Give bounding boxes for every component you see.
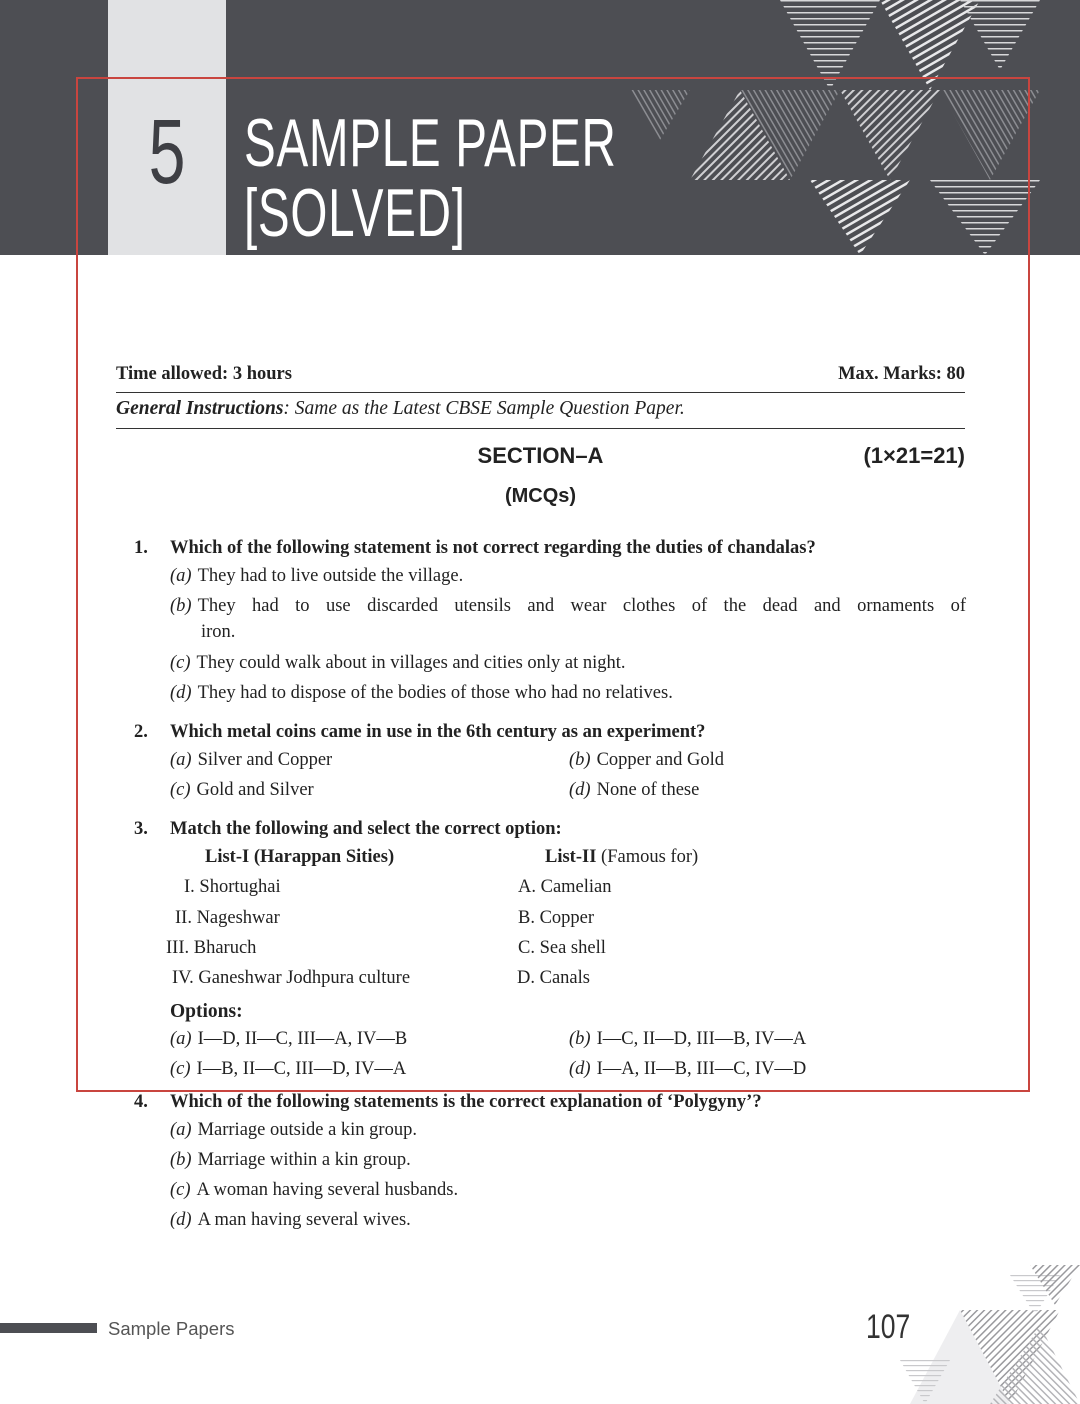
q2-d-text: None of these [596,780,700,800]
title-line-2: [SOLVED] [244,175,466,251]
q3-c-text: I—B, II—C, III—D, IV—A [196,1059,407,1079]
q1-c-text: They could walk about in villages and cities only at night. [196,653,626,673]
footer-bar [0,1323,97,1333]
list2-heading-bold: List-II [545,847,597,867]
q3-option-d [569,1059,806,1080]
q4-b-text: Marriage within a kin group. [197,1150,411,1170]
list1-heading: List-I (Harappan Sities) [205,847,395,867]
footer-label: Sample Papers [108,1318,235,1339]
q3-c-label: (c) [170,1059,191,1079]
q3-d-text: I—A, II—B, III—C, IV—D [596,1059,807,1079]
q2-b-label: (b) [569,750,591,770]
q4-option-d [170,1210,411,1231]
q1-a-label: (a) [170,566,192,586]
q3-a-text: I—D, II—C, III—A, IV—B [197,1029,408,1049]
q3-b-label: (b) [569,1029,591,1049]
q3-option-c [170,1059,406,1080]
q1-option-a [170,566,463,587]
time-allowed: Time allowed: 3 hours [116,364,292,384]
list2-item: D. Canals [517,968,590,988]
q2-text: Which metal coins came in use in the 6th century as an experiment? [170,722,706,742]
q4-option-c [170,1180,458,1201]
list2-item: B. Copper [518,908,595,928]
q3-d-label: (d) [569,1059,591,1079]
general-instructions [116,398,965,429]
q2-a-text: Silver and Copper [197,750,333,770]
q1-c-label: (c) [170,653,191,673]
section-subtitle: (MCQs) [504,485,577,507]
page-title [244,105,617,251]
q3-option-a [170,1029,407,1050]
footer-decorative-triangles [880,1265,1080,1404]
q4-text: Which of the following statements is the correct explanation of ‘Polygyny’? [170,1092,762,1112]
q3-a-label: (a) [170,1029,192,1049]
list2-heading-rest: (Famous for) [596,847,699,867]
q1-option-b [170,596,966,617]
q4-d-text: A man having several wives. [197,1210,411,1230]
list2-heading [545,847,698,868]
section-title: SECTION–A [477,443,604,468]
q1-option-d [170,683,673,704]
instructions-label: General Instructions [116,398,284,419]
q2-number: 2. [134,722,148,742]
q1-b-text-line2: iron. [201,622,236,642]
q1-d-label: (d) [170,683,192,703]
q1-a-text: They had to live outside the village. [197,566,464,586]
q2-b-text: Copper and Gold [596,750,725,770]
q2-option-a [170,750,332,771]
list1-item: I. Shortughai [184,877,281,897]
q1-b-text-line1: They had to use discarded utensils and wear clothes of the dead and ornaments of [197,596,966,616]
page-number: 107 [866,1308,911,1346]
q2-option-b [569,750,724,771]
list1-item: IV. Ganeshwar Jodhpura culture [172,968,411,988]
q2-a-label: (a) [170,750,192,770]
section-marks: (1×21=21) [863,443,965,468]
q3-text: Match the following and select the correct option: [170,819,562,839]
list1-item: II. Nageshwar [175,908,280,928]
q2-c-label: (c) [170,780,191,800]
q4-option-b [170,1150,411,1171]
instructions-text: : Same as the Latest CBSE Sample Question Paper. [283,398,685,419]
q4-b-label: (b) [170,1150,192,1170]
q1-d-text: They had to dispose of the bodies of those who had no relatives. [197,683,673,703]
q1-number: 1. [134,538,148,558]
q2-d-label: (d) [569,780,591,800]
q3-option-b [569,1029,806,1050]
q2-c-text: Gold and Silver [196,780,314,800]
q4-a-label: (a) [170,1120,192,1140]
q4-d-label: (d) [170,1210,192,1230]
q4-a-text: Marriage outside a kin group. [197,1120,417,1140]
q4-option-a [170,1120,417,1141]
q1-option-c [170,653,626,674]
q3-b-text: I—C, II—D, III—B, IV—A [596,1029,807,1049]
options-label: Options: [170,1001,243,1022]
q1-b-label: (b) [170,596,192,616]
q2-option-d [569,780,699,801]
q3-number: 3. [134,819,148,839]
list2-item: A. Camelian [518,877,612,897]
q4-c-text: A woman having several husbands. [196,1180,459,1200]
max-marks: Max. Marks: 80 [838,364,965,384]
decorative-triangles [620,0,1080,255]
meta-row [116,364,965,393]
q2-option-c [170,780,314,801]
q4-c-label: (c) [170,1180,191,1200]
q4-number: 4. [134,1092,148,1112]
list2-item: C. Sea shell [518,938,606,958]
list1-item: III. Bharuch [166,938,257,958]
title-line-1: SAMPLE PAPER [244,105,617,181]
q1-text: Which of the following statement is not correct regarding the duties of chandalas? [170,538,816,558]
chapter-number: 5 [148,101,186,203]
